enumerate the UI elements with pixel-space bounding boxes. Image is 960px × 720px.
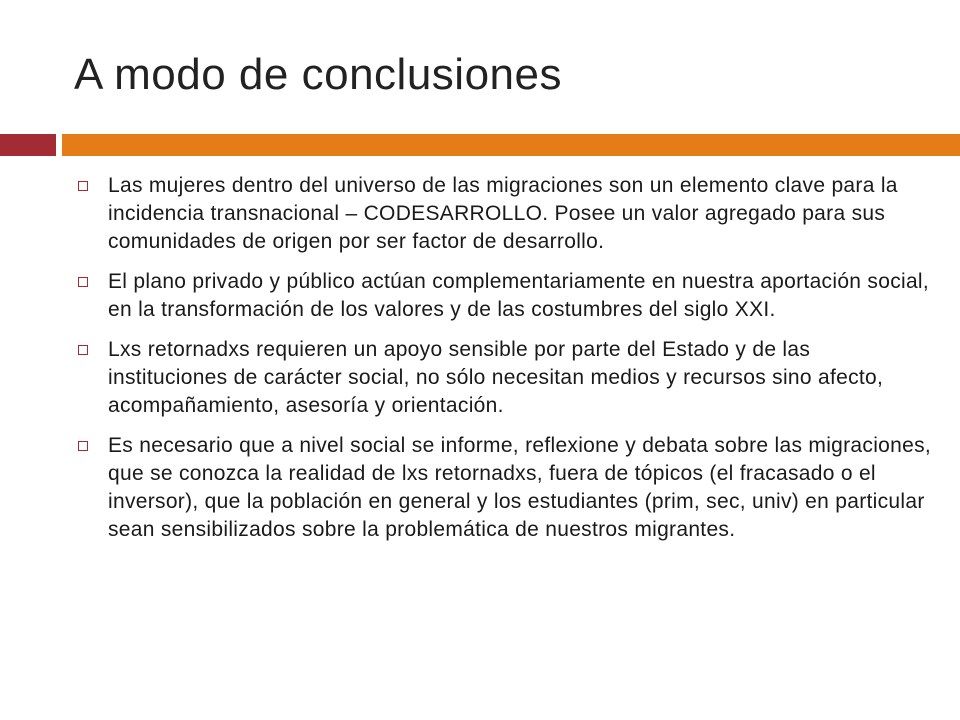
bullet-text: Lxs retornadxs requieren un apoyo sensible por parte del Estado y de las instituciones de carácter social, no sólo necesitan medios y recursos sino afecto, acompañamiento, asesoría y orientación.: [108, 338, 884, 417]
bullet-item: [72, 172, 932, 256]
accent-bar-left: [0, 134, 56, 156]
bullet-text: Es necesario que a nivel social se informe, reflexione y debata sobre las migraciones, que se conozca la realidad de lxs retornadxs, fuera de tópicos (el fracasado o el inversor), que la población en general y los estudiantes (prim, sec, univ) en particular sean sensibilizados sobre la problemática de nuestros migrantes.: [108, 434, 932, 541]
square-bullet-icon: [78, 277, 88, 287]
slide-title: A modo de conclusiones: [74, 50, 562, 99]
square-bullet-icon: [78, 345, 88, 355]
bullet-text: El plano privado y público actúan complementariamente en nuestra aportación social, en la transformación de los valores y de las costumbres del siglo XXI.: [108, 270, 930, 321]
bullet-text: Las mujeres dentro del universo de las migraciones son un elemento clave para la incidencia transnacional – CODESARROLLO. Posee un valor agregado para sus comunidades de origen por ser factor de desarrollo.: [108, 174, 898, 253]
accent-bar-right: [62, 134, 960, 156]
square-bullet-icon: [78, 441, 88, 451]
bullet-item: [72, 268, 932, 324]
bullet-item: [72, 432, 932, 544]
bullet-item: [72, 336, 932, 420]
bullet-list: [72, 172, 932, 556]
square-bullet-icon: [78, 181, 88, 191]
